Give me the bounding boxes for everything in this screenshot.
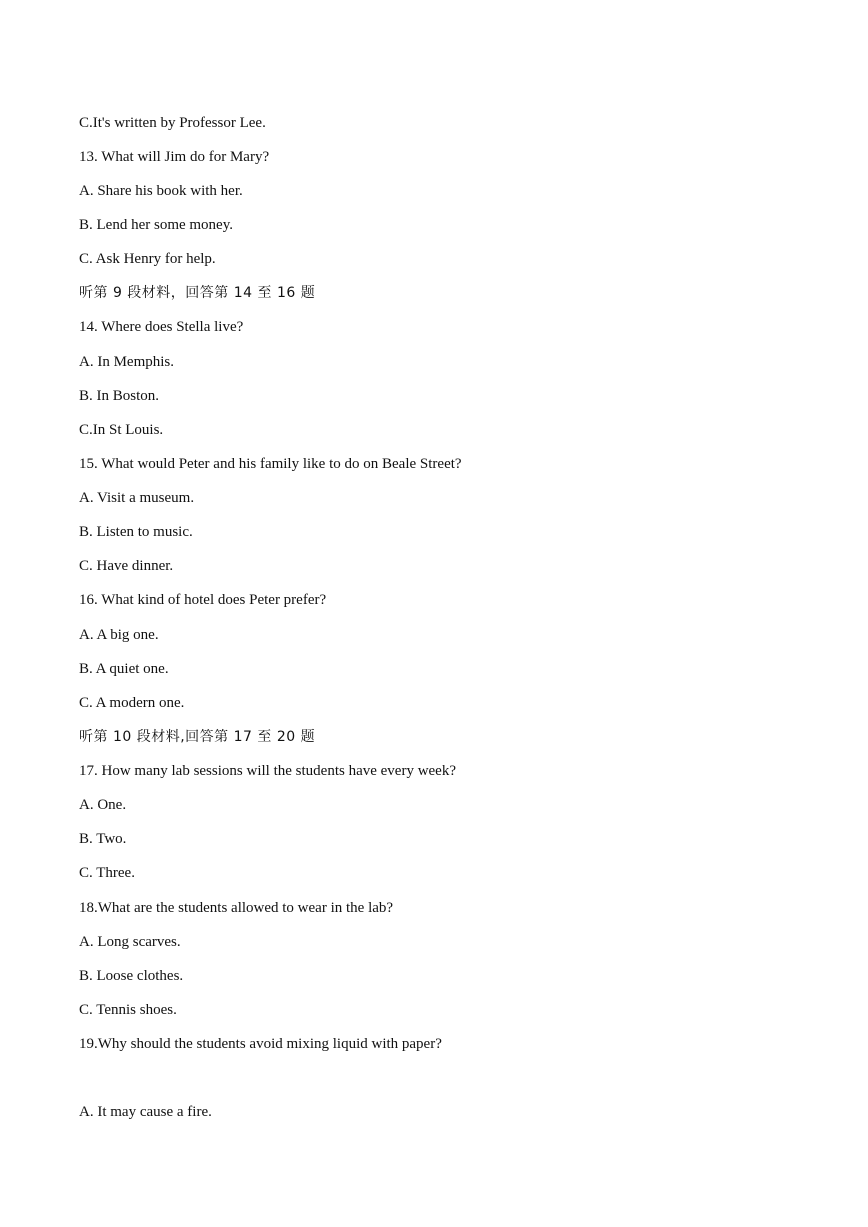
- option-15a: A. Visit a museum.: [79, 490, 195, 506]
- question-18: 18.What are the students allowed to wear in the lab?: [79, 900, 394, 916]
- option-16b: B. A quiet one.: [79, 661, 169, 677]
- option-18a: A. Long scarves.: [79, 934, 181, 950]
- section-heading-10: 听第 10 段材料,回答第 17 至 20 题: [79, 729, 316, 745]
- option-14a: A. In Memphis.: [79, 354, 174, 370]
- option-17b: B. Two.: [79, 831, 127, 847]
- option-18b: B. Loose clothes.: [79, 968, 184, 984]
- option-13c: C. Ask Henry for help.: [79, 251, 216, 267]
- option-16a: A. A big one.: [79, 627, 159, 643]
- option-17a: A. One.: [79, 797, 127, 813]
- question-16: 16. What kind of hotel does Peter prefer?: [79, 592, 327, 608]
- question-19: 19.Why should the students avoid mixing liquid with paper?: [79, 1036, 442, 1052]
- option-15c: C. Have dinner.: [79, 558, 174, 574]
- question-13: 13. What will Jim do for Mary?: [79, 149, 270, 165]
- option-14c: C.In St Louis.: [79, 422, 164, 438]
- option-18c: C. Tennis shoes.: [79, 1002, 177, 1018]
- option-13a: A. Share his book with her.: [79, 183, 243, 199]
- option-12c: C.It's written by Professor Lee.: [79, 115, 266, 131]
- section-heading-9: 听第 9 段材料，回答第 14 至 16 题: [79, 285, 316, 301]
- option-13b: B. Lend her some money.: [79, 217, 233, 233]
- question-14: 14. Where does Stella live?: [79, 319, 244, 335]
- option-15b: B. Listen to music.: [79, 524, 193, 540]
- option-14b: B. In Boston.: [79, 388, 160, 404]
- option-19a: A. It may cause a fire.: [79, 1104, 212, 1120]
- option-16c: C. A modern one.: [79, 695, 185, 711]
- question-17: 17. How many lab sessions will the students have every week?: [79, 763, 456, 779]
- question-15: 15. What would Peter and his family like to do on Beale Street?: [79, 456, 462, 472]
- option-17c: C. Three.: [79, 865, 135, 881]
